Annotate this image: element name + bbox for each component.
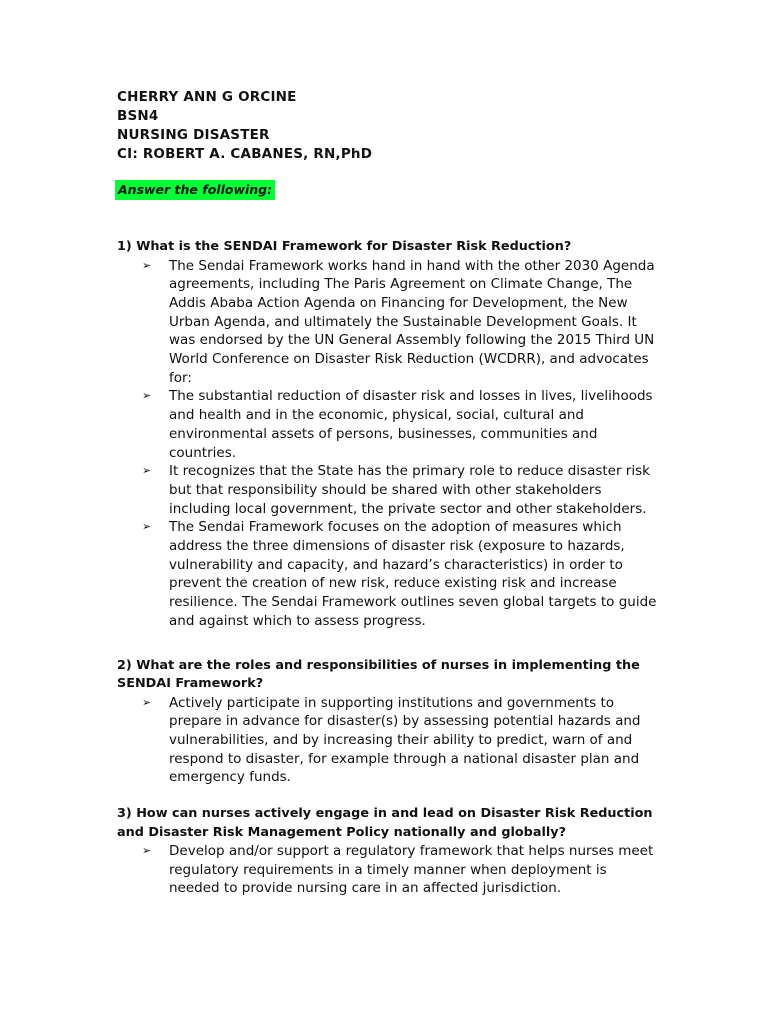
arrow-bullet-icon: ➢ [142, 695, 152, 709]
answer-list-3 [117, 842, 657, 898]
answer-item [117, 694, 657, 788]
answer-text: It recognizes that the State has the primary role to reduce disaster risk but that responsibility should be shared with other stakeholders including local government, the private sector and other stakeholders. [169, 463, 650, 517]
student-name: CHERRY ANN G ORCINE [117, 89, 297, 105]
answer-list-2 [117, 694, 657, 788]
answer-text: The Sendai Framework works hand in hand with the other 2030 Agenda agreements, including The Paris Agreement on Climate Change, The Addis Ababa Action Agenda on Financing for Development, the New Urban Agenda, and ultimately the Sustainable Development Goals. It was endorsed by the UN General Assembly following the 2015 Third UN World Conference on Disaster Risk Reduction (WCDRR), and advocates for: [169, 257, 655, 386]
question-3: 3) How can nurses actively engage in and lead on Disaster Risk Reduction and Disaster Risk Management Policy nationally and globally? [117, 806, 653, 840]
arrow-bullet-icon: ➢ [142, 258, 152, 272]
instruction-highlight: Answer the following: [115, 180, 275, 200]
answer-item [117, 462, 657, 518]
answer-list-1 [117, 257, 657, 631]
questions-section [117, 238, 657, 898]
arrow-bullet-icon: ➢ [142, 844, 152, 858]
question-2: 2) What are the roles and responsibilities of nurses in implementing the SENDAI Framework? [117, 657, 640, 692]
answer-text: The substantial reduction of disaster risk and losses in lives, livelihoods and health and in the economic, physical, social, cultural and environmental assets of persons, businesses, communities and countries. [169, 388, 653, 461]
answer-item [117, 387, 657, 462]
answer-text: Actively participate in supporting institutions and governments to prepare in advance for disaster(s) by assessing potential hazards and vulnerabilities, and by increasing their ability to predict, warn of and respond to disaster, for example through a national disaster plan and emergency funds. [169, 694, 641, 786]
answer-item [117, 842, 657, 898]
arrow-bullet-icon: ➢ [142, 464, 152, 478]
student-header [117, 88, 372, 164]
answer-item [117, 518, 657, 630]
arrow-bullet-icon: ➢ [142, 520, 152, 534]
answer-item [117, 257, 657, 388]
question-1: 1) What is the SENDAI Framework for Disaster Risk Reduction? [117, 239, 572, 254]
student-section: BSN4 [117, 108, 159, 124]
course-title: NURSING DISASTER [117, 127, 270, 143]
clinical-instructor: CI: ROBERT A. CABANES, RN,PhD [117, 146, 373, 162]
answer-text: Develop and/or support a regulatory framework that helps nurses meet regulatory requirements in a timely manner when deployment is needed to provide nursing care in an affected jurisdiction. [169, 843, 654, 897]
arrow-bullet-icon: ➢ [142, 389, 152, 403]
answer-text: The Sendai Framework focuses on the adoption of measures which address the three dimensions of disaster risk (exposure to hazards, vulnerability and capacity, and hazard’s characteristics) in order to prevent the creation of new risk, reduce existing risk and increase resilience. The Sendai Framework outlines seven global targets to guide and against which to assess progress. [169, 519, 657, 629]
